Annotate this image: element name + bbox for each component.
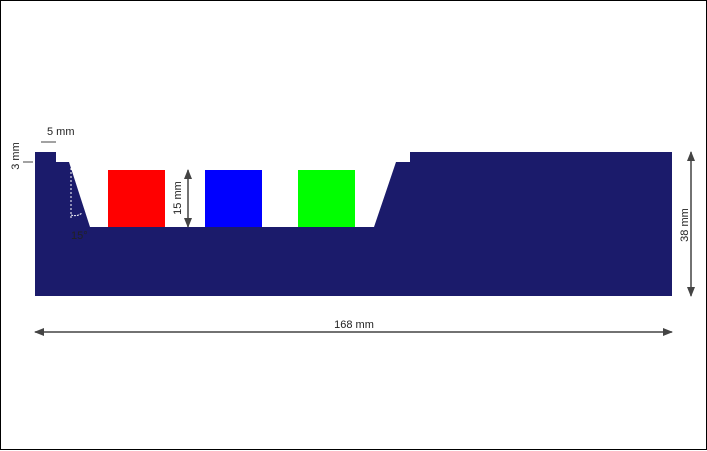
- ledge-depth-label: 3 mm: [10, 142, 22, 170]
- cross-section-diagram: [1, 1, 707, 451]
- red-block: [108, 170, 165, 227]
- total-height-label: 38 mm: [679, 208, 691, 242]
- ledge-width-label: 5 mm: [47, 126, 75, 138]
- blue-block: [205, 170, 262, 227]
- wall-angle-label: 15°: [71, 230, 88, 242]
- cavity-depth-label: 15 mm: [172, 181, 184, 215]
- total-length-label: 168 mm: [334, 319, 374, 331]
- green-block: [298, 170, 355, 227]
